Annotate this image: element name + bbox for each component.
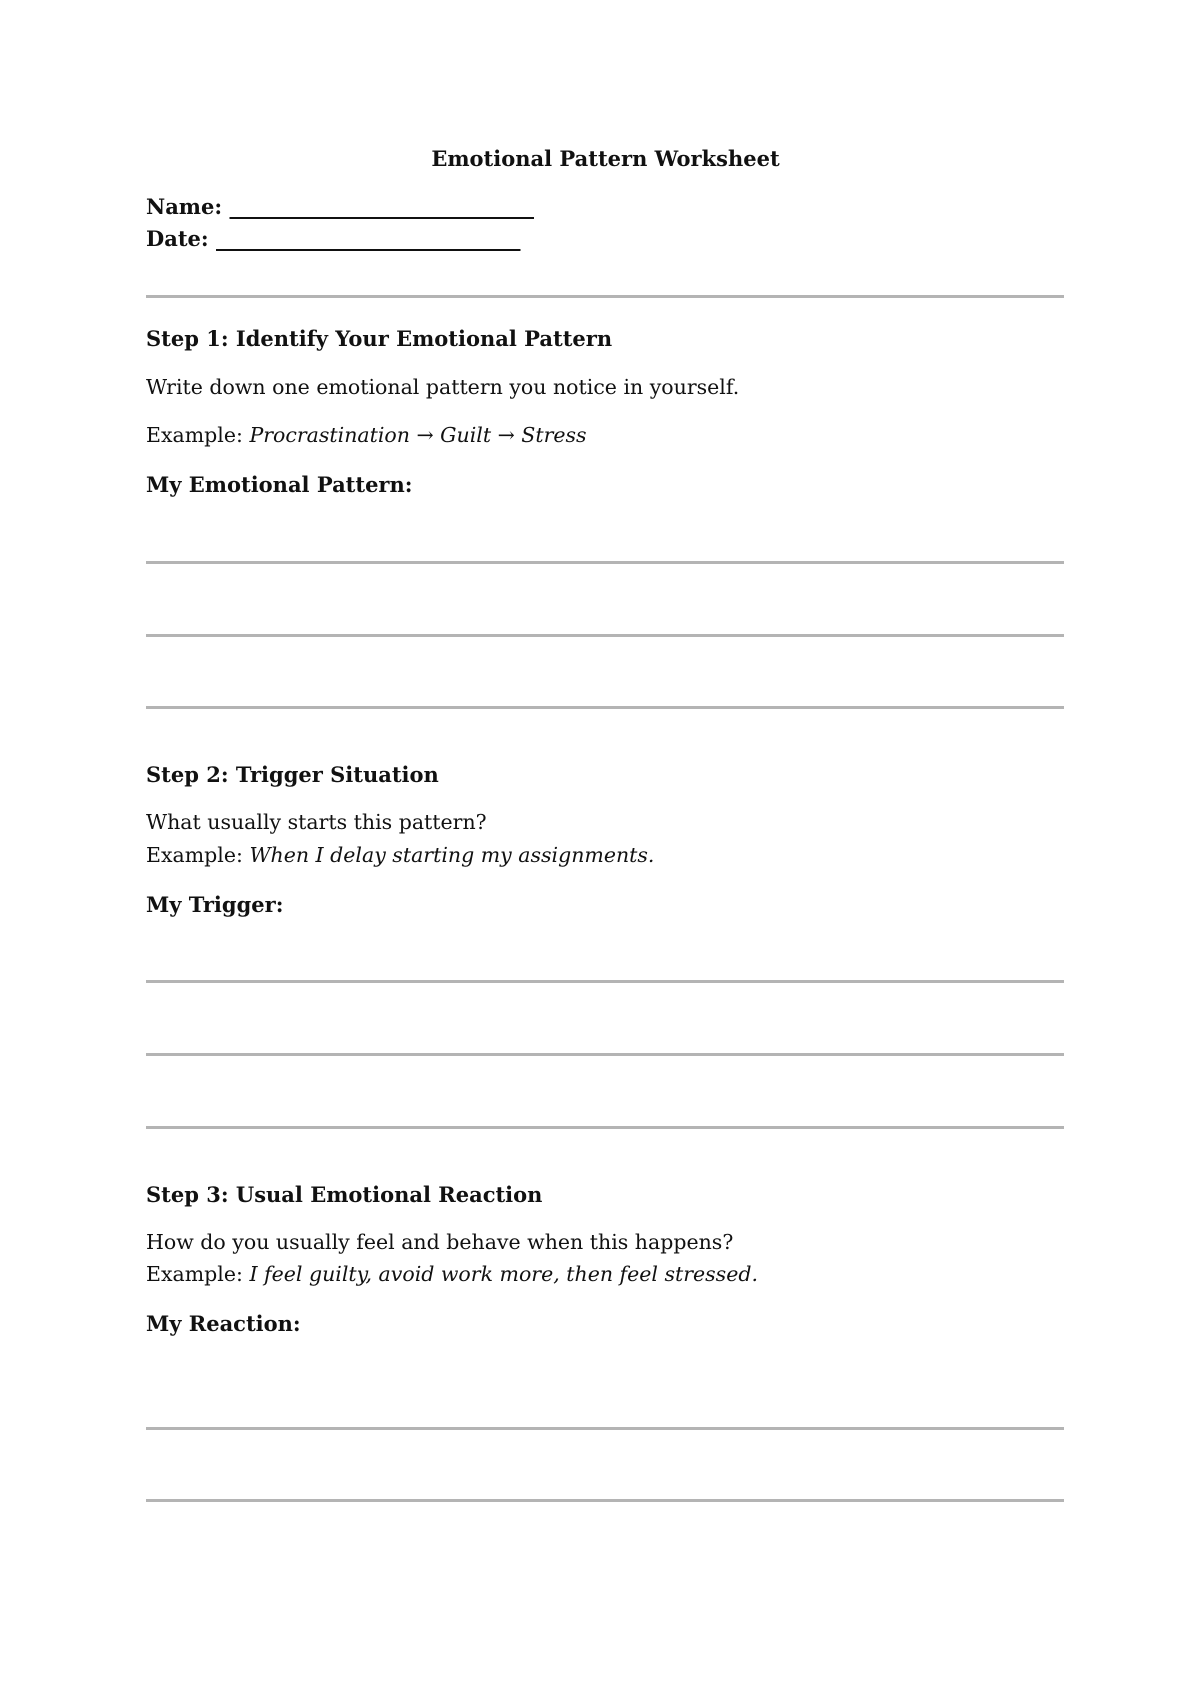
name-label: Name:	[146, 194, 223, 219]
step2-prompt: What usually starts this pattern?	[146, 810, 487, 834]
step1-answer-line[interactable]	[146, 706, 1064, 709]
step3-example-label: Example:	[146, 1262, 243, 1286]
step2-heading: Step 2: Trigger Situation	[146, 762, 439, 787]
step1-example-label: Example:	[146, 423, 243, 447]
step2-answer-line[interactable]	[146, 980, 1064, 983]
step3-heading: Step 3: Usual Emotional Reaction	[146, 1182, 543, 1207]
step2-answer-line[interactable]	[146, 1053, 1064, 1056]
step3-example-value: I feel guilty, avoid work more, then feel stressed.	[249, 1262, 758, 1286]
step3-example	[146, 1262, 758, 1286]
name-field	[146, 194, 534, 219]
step3-answer-line[interactable]	[146, 1499, 1064, 1502]
step3-prompt: How do you usually feel and behave when this happens?	[146, 1230, 734, 1254]
step1-answer-line[interactable]	[146, 561, 1064, 564]
worksheet-title: Emotional Pattern Worksheet	[431, 146, 780, 171]
step3-answer-label: My Reaction:	[146, 1311, 301, 1336]
date-field	[146, 226, 520, 251]
step1-example-value: Procrastination → Guilt → Stress	[249, 423, 587, 447]
section-divider	[146, 295, 1064, 298]
name-blank: _____________________________	[229, 194, 534, 219]
step1-answer-label: My Emotional Pattern:	[146, 472, 413, 497]
step2-answer-label: My Trigger:	[146, 892, 284, 917]
step2-answer-line[interactable]	[146, 1126, 1064, 1129]
step2-example-label: Example:	[146, 843, 243, 867]
step2-example	[146, 843, 654, 867]
date-label: Date:	[146, 226, 209, 251]
step1-example	[146, 423, 587, 447]
step2-example-value: When I delay starting my assignments.	[249, 843, 655, 867]
step3-answer-line[interactable]	[146, 1427, 1064, 1430]
step1-answer-line[interactable]	[146, 634, 1064, 637]
step1-heading: Step 1: Identify Your Emotional Pattern	[146, 326, 613, 351]
step1-prompt: Write down one emotional pattern you notice in yourself.	[146, 375, 740, 399]
date-blank: _____________________________	[215, 226, 521, 251]
